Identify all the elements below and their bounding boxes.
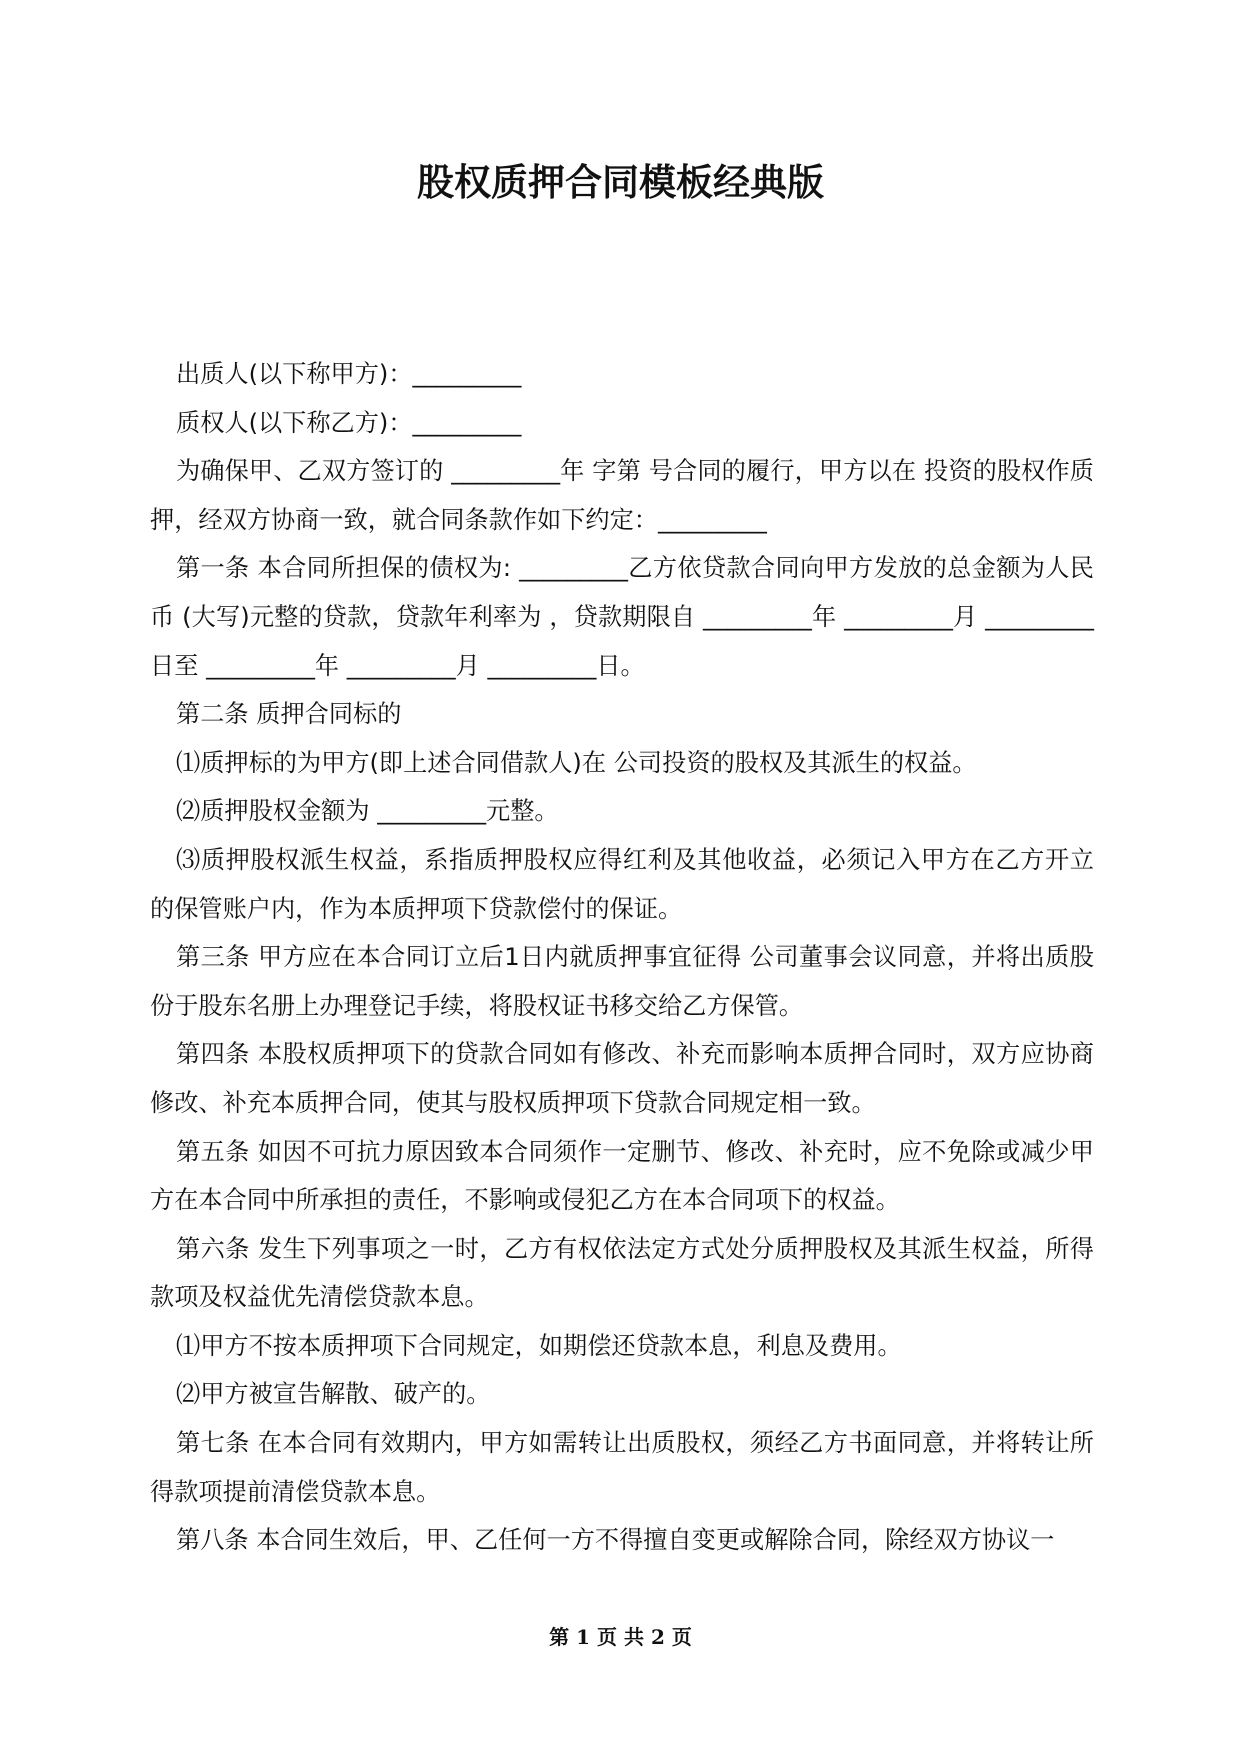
- paragraph-article-3: 第三条 甲方应在本合同订立后1日内就质押事宜征得 公司董事会议同意，并将出质股份于股东名册上办理登记手续，将股权证书移交给乙方保管。: [150, 943, 1094, 1020]
- paragraph-article-6-item-2: ⑵甲方被宣告解散、破产的。: [176, 1380, 491, 1409]
- paragraph-article-2-item-2: ⑵质押股权金额为 _________元整。: [176, 797, 559, 826]
- paragraph-preamble: 为确保甲、乙双方签订的 _________年 字第 号合同的履行，甲方以在 投资的股权作质押，经双方协商一致，就合同条款作如下约定：_________: [150, 457, 1094, 534]
- paragraph-article-1: 第一条 本合同所担保的债权为: _________乙方依贷款合同向甲方发放的总金额为人民币 (大写)元整的贷款，贷款年利率为 ，贷款期限自 _________年 _________月 _________日至 _________年 _________月 _________日。: [150, 554, 1094, 680]
- paragraph-article-8: 第八条 本合同生效后，甲、乙任何一方不得擅自变更或解除合同，除经双方协议一: [176, 1526, 1055, 1555]
- paragraph-pledgee: 质权人(以下称乙方)：_________: [176, 408, 522, 437]
- paragraph-article-2: 第二条 质押合同标的: [176, 700, 402, 729]
- paragraph-article-2-item-3: ⑶质押股权派生权益，系指质押股权应得红利及其他收益，必须记入甲方在乙方开立的保管账户内，作为本质押项下贷款偿付的保证。: [150, 845, 1094, 923]
- paragraph-pledgor: 出质人(以下称甲方)：_________: [176, 360, 522, 388]
- paragraph-article-6: 第六条 发生下列事项之一时，乙方有权依法定方式处分质押股权及其派生权益，所得款项及权益优先清偿贷款本息。: [150, 1234, 1094, 1312]
- paragraph-article-7: 第七条 在本合同有效期内，甲方如需转让出质股权，须经乙方书面同意，并将转让所得款项提前清偿贷款本息。: [150, 1429, 1094, 1506]
- paragraph-article-6-item-1: ⑴甲方不按本质押项下合同规定，如期偿还贷款本息，利息及费用。: [176, 1331, 902, 1360]
- paragraph-article-2-item-1: ⑴质押标的为甲方(即上述合同借款人)在 公司投资的股权及其派生的权益。: [176, 748, 977, 777]
- document-title: 股权质押合同模板经典版: [417, 161, 824, 204]
- paragraph-article-5: 第五条 如因不可抗力原因致本合同须作一定删节、修改、补充时，应不免除或减少甲方在本合同中所承担的责任，不影响或侵犯乙方在本合同项下的权益。: [150, 1137, 1094, 1215]
- document-body: [150, 350, 1094, 1565]
- page-number-footer: 第 1 页 共 2 页: [549, 1625, 692, 1649]
- paragraph-article-4: 第四条 本股权质押项下的贷款合同如有修改、补充而影响本质押合同时，双方应协商修改、补充本质押合同，使其与股权质押项下贷款合同规定相一致。: [150, 1040, 1094, 1117]
